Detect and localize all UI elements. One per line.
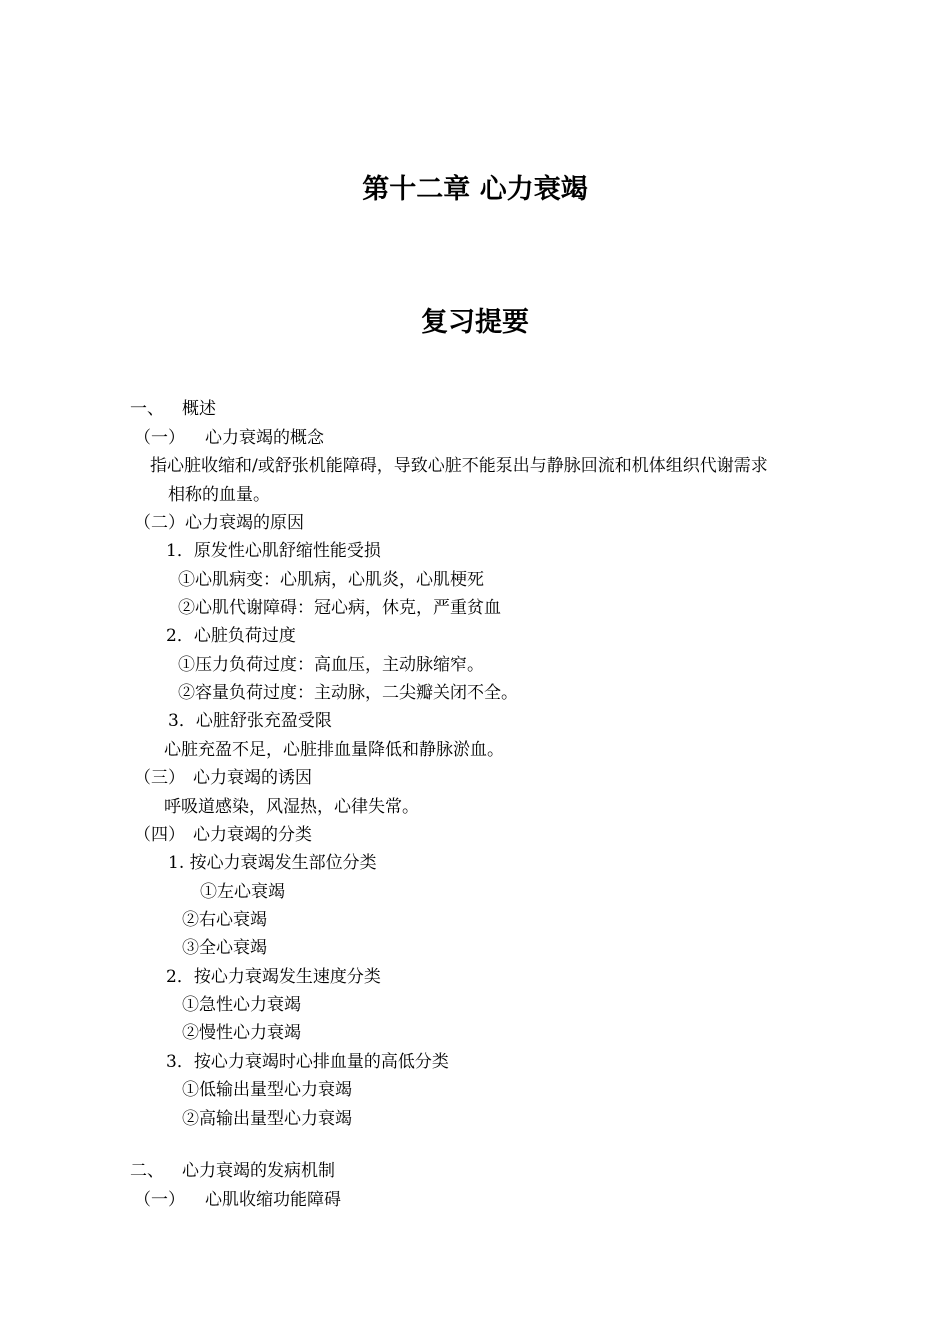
cause-1: 1．原发性心肌舒缩性能受损 <box>166 541 381 561</box>
heading-2 <box>130 1160 335 1182</box>
heading-1-title: 概述 <box>182 399 216 419</box>
section-title: 复习提要 <box>421 307 529 338</box>
class-1-item-a: ①左心衰竭 <box>200 882 285 902</box>
cause-2-item-b: ②容量负荷过度：主动脉，二尖瓣关闭不全。 <box>178 683 518 703</box>
class-2: 2．按心力衰竭发生速度分类 <box>166 967 381 987</box>
subheading-number: （一） <box>134 1190 185 1210</box>
subheading-number: （四） <box>134 825 185 845</box>
definition-line-1: 指心脏收缩和/或舒张机能障碍，导致心脏不能泵出与静脉回流和机体组织代谢需求 <box>150 456 768 476</box>
subheading-title: 心力衰竭的分类 <box>193 825 312 845</box>
cause-3-text: 心脏充盈不足，心脏排血量降低和静脉淤血。 <box>164 740 504 760</box>
subheading-1-2: （二）心力衰竭的原因 <box>134 513 304 533</box>
class-1-item-c: ③全心衰竭 <box>182 938 267 958</box>
subheading-1-4 <box>134 824 312 846</box>
class-3: 3．按心力衰竭时心排血量的高低分类 <box>166 1052 449 1072</box>
cause-3: 3．心脏舒张充盈受限 <box>168 711 332 731</box>
heading-1 <box>130 398 216 420</box>
class-2-item-a: ①急性心力衰竭 <box>182 995 301 1015</box>
subheading-1-1 <box>134 427 324 449</box>
subheading-title: 心力衰竭的诱因 <box>193 768 312 788</box>
subheading-2-1 <box>134 1189 341 1211</box>
inducers-text: 呼吸道感染，风湿热，心律失常。 <box>164 797 419 817</box>
class-1-item-b: ②右心衰竭 <box>182 910 267 930</box>
cause-1-item-a: ①心肌病变：心肌病，心肌炎，心肌梗死 <box>178 570 484 590</box>
heading-2-number: 二、 <box>130 1161 164 1181</box>
subheading-number: （三） <box>134 768 185 788</box>
subheading-title: 心肌收缩功能障碍 <box>205 1190 341 1210</box>
heading-1-number: 一、 <box>130 399 164 419</box>
class-3-item-a: ①低输出量型心力衰竭 <box>182 1080 352 1100</box>
subheading-title: 心力衰竭的概念 <box>205 428 324 448</box>
class-2-item-b: ②慢性心力衰竭 <box>182 1023 301 1043</box>
heading-2-title: 心力衰竭的发病机制 <box>182 1161 335 1181</box>
chapter-title: 第十二章 心力衰竭 <box>362 174 588 205</box>
class-3-item-b: ②高输出量型心力衰竭 <box>182 1109 352 1129</box>
cause-1-item-b: ②心肌代谢障碍：冠心病，休克，严重贫血 <box>178 598 501 618</box>
subheading-number: （一） <box>134 428 185 448</box>
cause-2: 2．心脏负荷过度 <box>166 626 296 646</box>
cause-2-item-a: ①压力负荷过度：高血压，主动脉缩窄。 <box>178 655 484 675</box>
class-1: 1. 按心力衰竭发生部位分类 <box>168 853 377 873</box>
definition-line-2: 相称的血量。 <box>168 485 270 505</box>
subheading-1-3 <box>134 767 312 789</box>
